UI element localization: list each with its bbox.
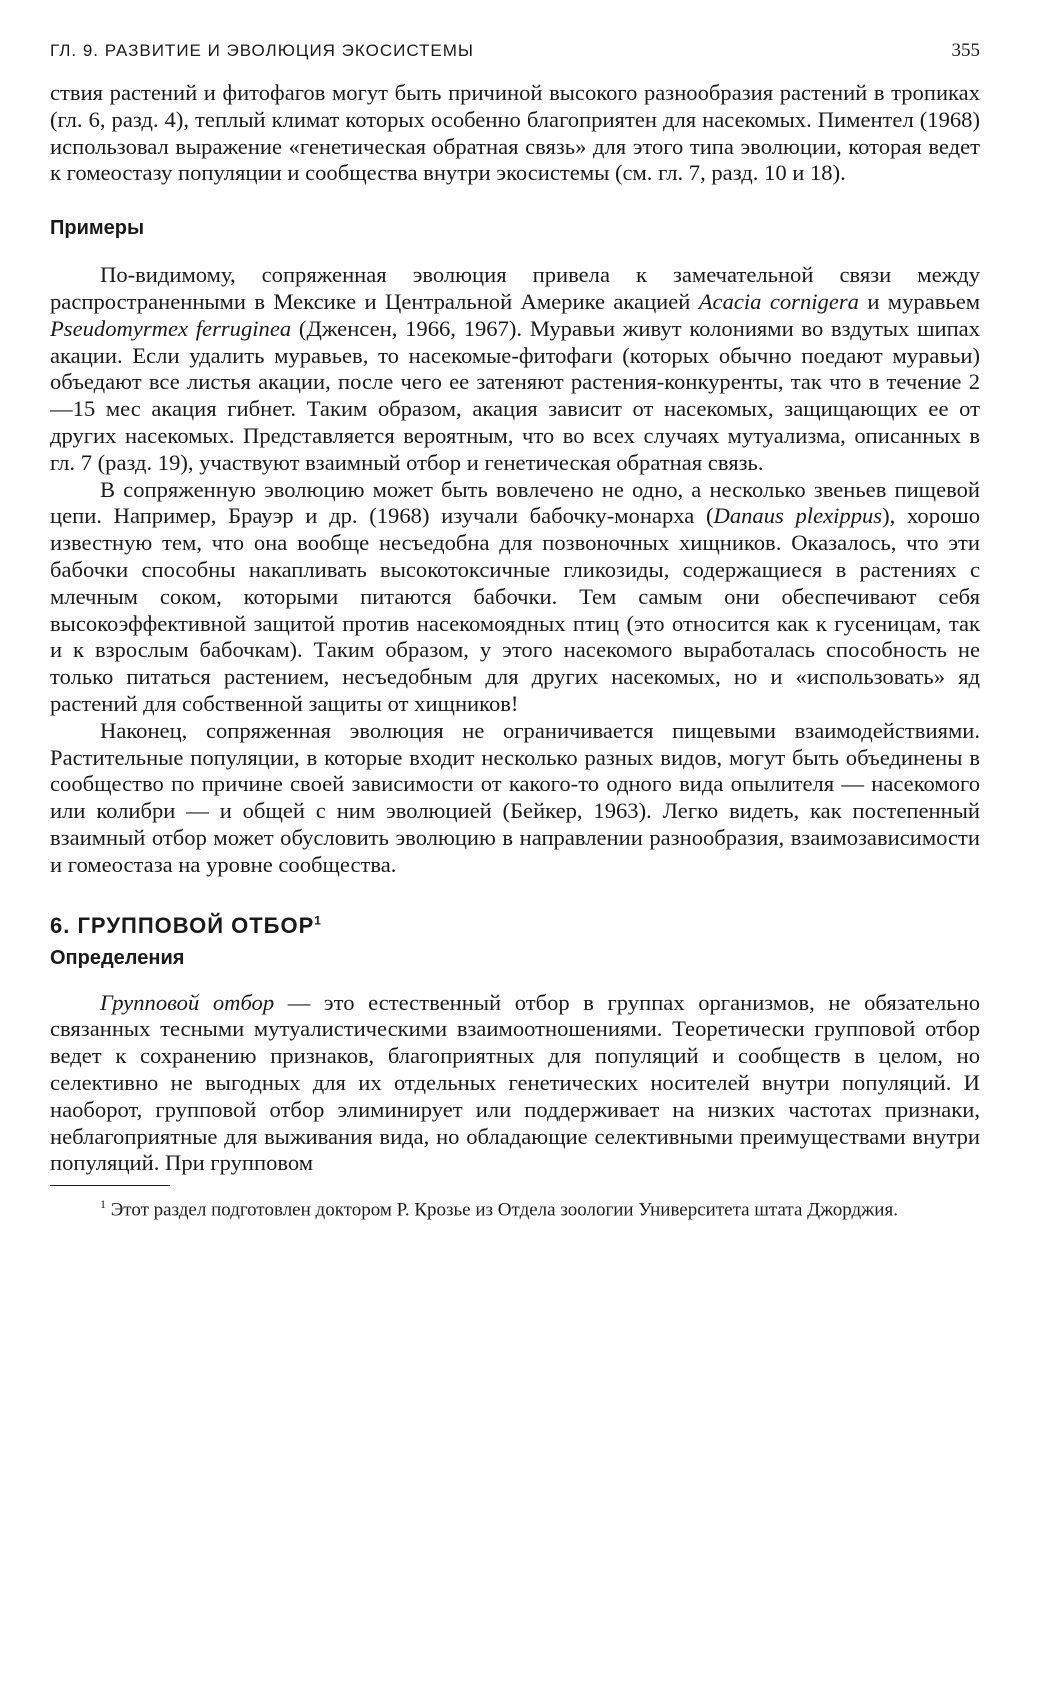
page-number: 355 <box>951 40 980 61</box>
definitions-paragraph: Групповой отбор — это естественный отбор в группах организмов, не обязательно связанных тесными мутуалистическими взаимоотношениями. Теоретически групповой отбор ведет к сохранению признаков, благоприятных для популяций и сообществ в целом, но селективно не выгодных для их отдельных генетических носителей внутри популяций. И наоборот, групповой отбор элиминирует или поддерживает на низких частотах признаки, неблагоприятные для выживания вида, но обладающие селективными преимуществами внутри популяций. При групповом <box>50 989 980 1176</box>
examples-paragraph-3: Наконец, сопряженная эволюция не ограничивается пищевыми взаимодействиями. Растительные популяции, в которые входит несколько разных видов, могут быть объединены в сообщество по причине своей зависимости от какого-то одного вида опылителя — насекомого или колибри — и общей с ним эволюцией (Бейкер, 1963). Легко видеть, как постепенный взаимный отбор может обусловить эволюцию в направлении разнообразия, взаимозависимости и гомеостаза на уровне сообщества. <box>50 717 980 877</box>
species-danaus: Danaus plexippus <box>713 503 883 529</box>
section-heading: 6. ГРУППОВОЙ ОТБОР$^1$ <box>50 912 322 938</box>
footnote-mark: 1 <box>100 1197 106 1212</box>
definitions-heading: Определения <box>50 946 185 969</box>
species-pseudomyrmex: Pseudomyrmex ferruginea <box>50 315 292 341</box>
footnote: $^1$ Этот раздел подготовлен доктором Р. Крозье из Отдела зоологии Университета штата Джорджия. <box>100 1197 898 1221</box>
examples-paragraph-1: По-видимому, сопряженная эволюция привела к замечательной связи между распространенными в Мексике и Центральной Америке акацией Acacia cornigera и муравьем Pseudomyrmex ferruginea (Дженсен, 1966, 1967). Муравьи живут колониями во вздутых шипах акации. Если удалить муравьев, то насекомые-фитофаги (которых обычно поедают муравьи) объедают все листья акации, после чего ее затеняют растения-конкуренты, так что в течение 2—15 мес акация гибнет. Таким образом, акация зависит от насекомых, защищающих ее от других насекомых. Представляется вероятным, что во всех случаях мутуализма, описанных в гл. 7 (разд. 19), участвуют взаимный отбор и генетическая обратная связь. <box>50 262 981 475</box>
chapter-title: ГЛ. 9. РАЗВИТИЕ И ЭВОЛЮЦИЯ ЭКОСИСТЕМЫ <box>50 41 474 60</box>
intro-paragraph: ствия растений и фитофагов могут быть причиной высокого разнообразия растений в тропиках (гл. 6, разд. 4), теплый климат которых особенно благоприятен для насекомых. Пиментел (1968) использовал выражение «генетическая обратная связь» для этого типа эволюции, которая ведет к гомеостазу популяции и сообщества внутри экосистемы (см. гл. 7, разд. 10 и 18). <box>50 80 980 186</box>
defined-term: Групповой отбор <box>100 989 275 1015</box>
examples-paragraph-2: В сопряженную эволюцию может быть вовлечено не одно, а несколько звеньев пищевой цепи. Например, Брауэр и др. (1968) изучали бабочку-монарха (Danaus plexippus), хорошо известную тем, что она вообще несъедобна для позвоночных хищников. Оказалось, что эти бабочки способны накапливать высокотоксичные гликозиды, содержащиеся в растениях с млечным соком, которыми питаются бабочки. Тем самым они обеспечивают себя высокоэффективной защитой против насекомоядных птиц (это относится как к гусеницам, так и к взрослым бабочкам). Таким образом, у этого насекомого выработалась способность не только питаться растением, несъедобным для других насекомых, но и «использовать» яд растений для собственной защиты от хищников! <box>50 476 980 716</box>
footnote-divider <box>50 1185 170 1186</box>
footnote-reference: 1 <box>314 913 322 928</box>
species-acacia: Acacia cornigera <box>698 288 859 314</box>
page <box>50 40 980 1222</box>
running-head <box>50 40 980 62</box>
examples-heading: Примеры <box>50 217 145 240</box>
